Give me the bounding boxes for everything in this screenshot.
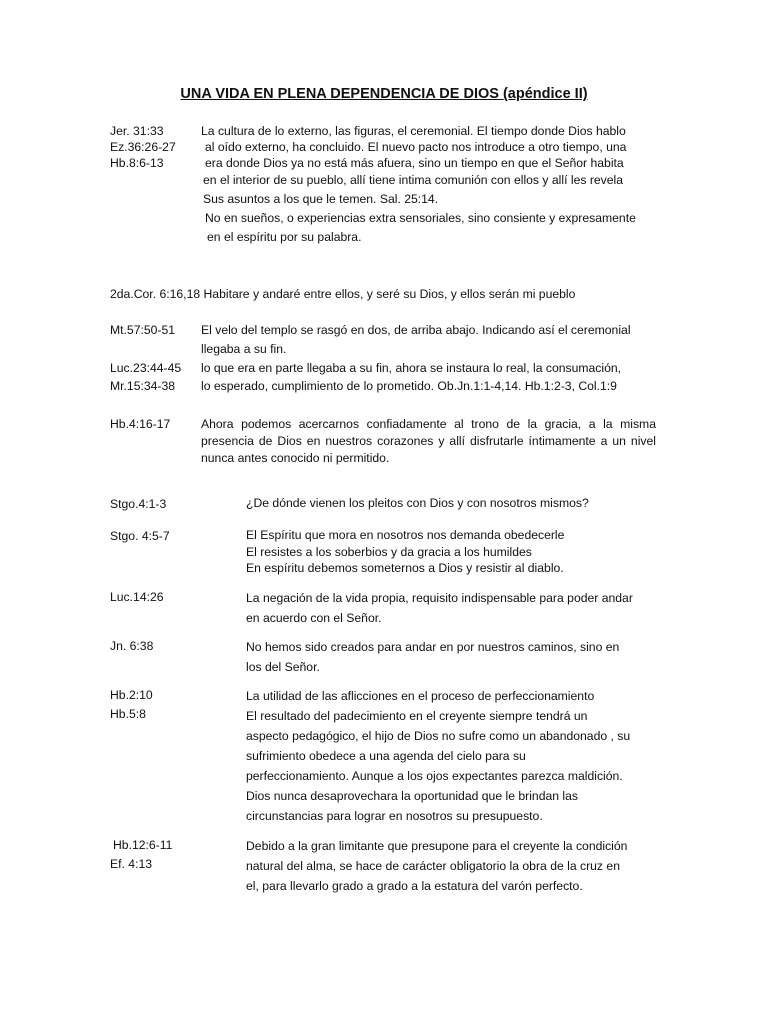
section-line: El resultado del padecimiento en el creyente siempre tendrá un [246, 709, 588, 723]
section-line: ¿De dónde vienen los pleitos con Dios y con nosotros mismos? [246, 496, 589, 510]
intro-line: La cultura de lo externo, las figuras, el ceremonial. El tiempo donde Dios hablo [201, 124, 626, 138]
ref-hb2: Hb.2:10 [110, 688, 153, 702]
ref-stgo45: Stgo. 4:5-7 [110, 529, 170, 543]
intro-line: era donde Dios ya no está más afuera, sino un tiempo en que el Señor habita [205, 156, 624, 170]
section-line: Dios nunca desaprovechara la oportunidad que le brindan las [246, 789, 578, 803]
section-line: El Espíritu que mora en nosotros nos demanda obedecerle [246, 528, 565, 542]
intro-line: Sus asuntos a los que le temen. Sal. 25:14. [203, 192, 439, 206]
intro-line: No en sueños, o experiencias extra sensoriales, sino consiente y expresamente [205, 211, 636, 225]
section-line: aspecto pedagógico, el hijo de Dios no sufre como un abandonado , su [246, 729, 631, 743]
hb4-paragraph: Ahora podemos acercarnos confiadamente al trono de la gracia, a la misma presencia de Dios en nuestros corazones y allí disfrutarle íntimamente a un nivel nunca antes conocido ni permitido. [201, 417, 656, 465]
section-line: circunstancias para lograr en nosotros su presupuesto. [246, 809, 543, 823]
section-line: los del Señor. [246, 660, 320, 674]
verse-line: 2da.Cor. 6:16,18 Habitare y andaré entre ellos, y seré su Dios, y ellos serán mi pueblo [110, 287, 576, 301]
section-line: natural del alma, se hace de carácter obligatorio la obra de la cruz en [246, 859, 620, 873]
ref-hb5: Hb.5:8 [110, 707, 146, 721]
ref-hb8: Hb.8:6-13 [110, 156, 164, 170]
section-line: el, para llevarlo grado a grado a la estatura del varón perfecto. [246, 879, 583, 893]
section-text [246, 588, 658, 628]
section-line: La negación de la vida propia, requisito indispensable para poder andar [246, 591, 633, 605]
ref-ef: Ef. 4:13 [110, 857, 153, 871]
section-text [246, 836, 658, 896]
velo-line: lo esperado, cumplimiento de lo prometido. Ob.Jn.1:1-4,14. Hb.1:2-3, Col.1:9 [201, 379, 617, 393]
velo-line: El velo del templo se rasgó en dos, de arriba abajo. Indicando así el ceremonial [201, 323, 631, 337]
section-line: en acuerdo con el Señor. [246, 611, 382, 625]
ref-luc23: Luc.23:44-45 [110, 361, 182, 375]
page-title: UNA VIDA EN PLENA DEPENDENCIA DE DIOS (apéndice II) [180, 86, 588, 102]
ref-stgo41: Stgo.4:1-3 [110, 497, 167, 511]
ref-hb4: Hb.4:16-17 [110, 417, 171, 431]
section-line: perfeccionamiento. Aunque a los ojos expectantes parezca maldición. [246, 769, 623, 783]
section-line: El resistes a los soberbios y da gracia a los humildes [246, 545, 532, 559]
ref-luc14: Luc.14:26 [110, 590, 164, 604]
section-line: Debido a la gran limitante que presupone para el creyente la condición [246, 839, 628, 853]
intro-line: en el espíritu por su palabra. [207, 230, 362, 244]
velo-line: llegaba a su fin. [201, 342, 287, 356]
section-line: No hemos sido creados para andar en por nuestros caminos, sino en [246, 640, 620, 654]
section-text [246, 686, 658, 826]
ref-mr: Mr.15:34-38 [110, 379, 176, 393]
ref-jn: Jn. 6:38 [110, 639, 154, 653]
section-line: sufrimiento obedece a una agenda del cielo para su [246, 749, 526, 763]
section-line: En espíritu debemos someternos a Dios y resistir al diablo. [246, 561, 564, 575]
ref-mt: Mt.57:50-51 [110, 323, 176, 337]
section-text [246, 637, 658, 677]
intro-line: en el interior de su pueblo, allí tiene intima comunión con ellos y allí les revela [203, 173, 624, 187]
ref-ez: Ez.36:26-27 [110, 140, 176, 154]
section-line: La utilidad de las aflicciones en el proceso de perfeccionamiento [246, 689, 595, 703]
ref-hb12: Hb.12:6-11 [113, 838, 173, 852]
ref-jer: Jer. 31:33 [110, 124, 164, 138]
velo-line: lo que era en parte llegaba a su fin, ahora se instaura lo real, la consumación, [201, 361, 622, 375]
intro-line: al oído externo, ha concluido. El nuevo pacto nos introduce a otro tiempo, una [205, 140, 627, 154]
